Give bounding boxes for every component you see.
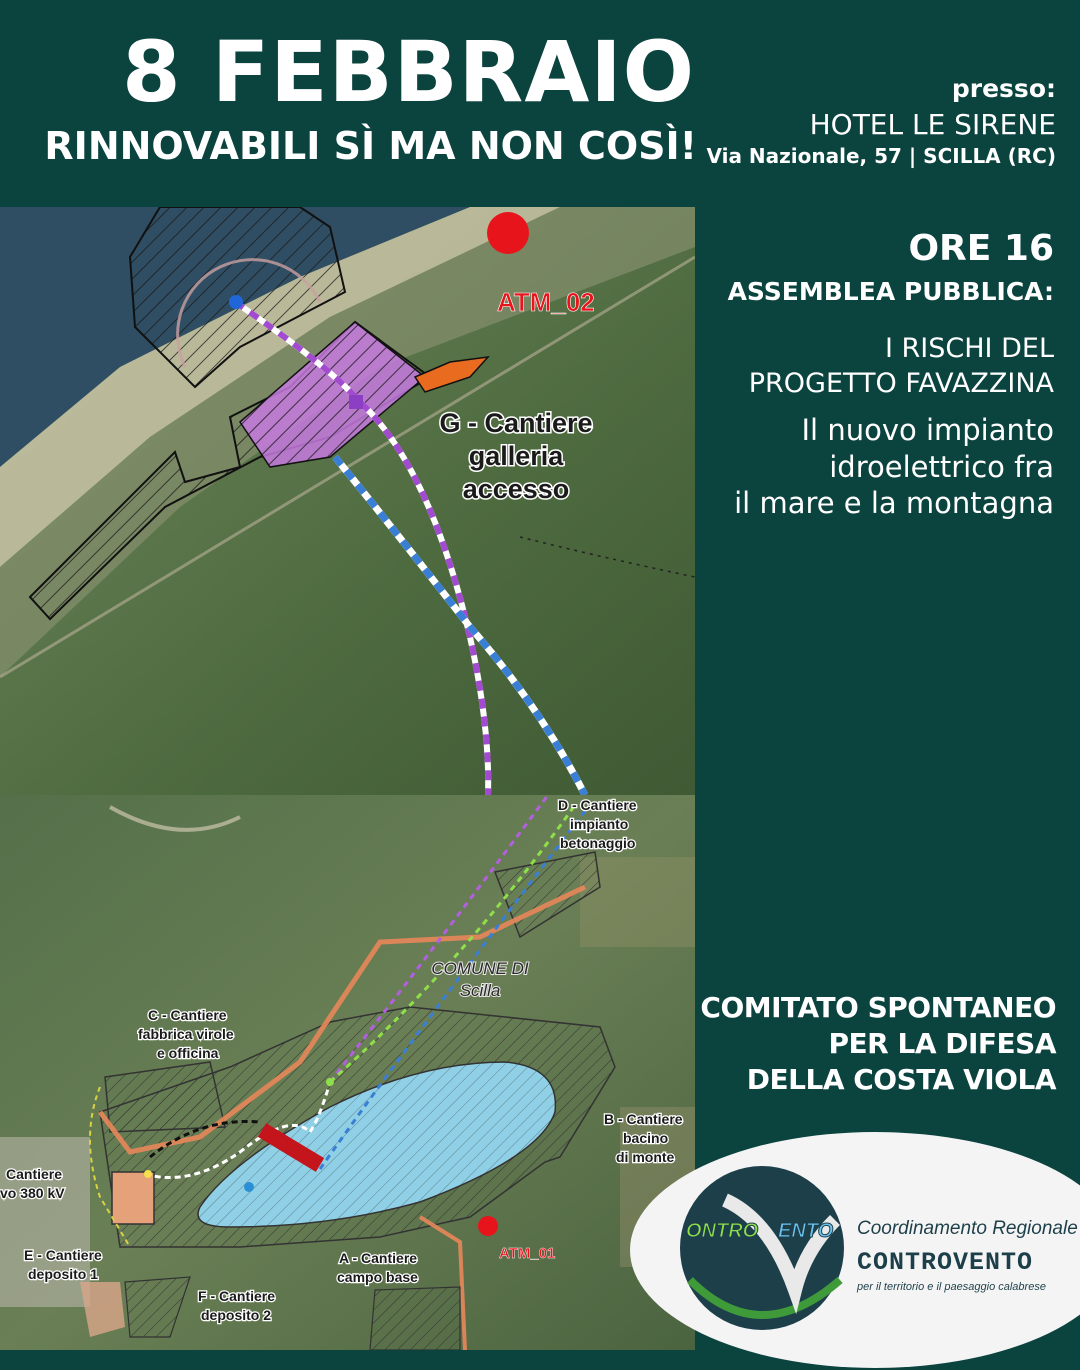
topic-plant-line2: idroelettrico fra [829,449,1054,484]
topic-risks-line1: I RISCHI DEL [884,333,1054,364]
slogan: RINNOVABILI SÌ MA NON COSÌ! [44,124,697,168]
cantiere-e-line2: deposito 1 [28,1266,99,1282]
project-maps [0,207,695,1350]
cantiere-c-line1: C - Cantiere [148,1007,227,1023]
logo-mark-left: ONTRO [686,1220,759,1242]
tunnel-start-marker [229,295,243,309]
cantiere-b-line3: di monte [616,1149,675,1165]
map-top [0,207,695,795]
atm-02-label: ATM_02 [497,287,595,317]
zone-a-campo [370,1287,460,1350]
cantiere-b-line1: B - Cantiere [604,1111,683,1127]
organizer-name [696,990,1056,1097]
venue-name: HOTEL LE SIRENE [809,108,1056,141]
cantiere-a-line1: A - Cantiere [339,1250,418,1266]
cantiere-c-line3: e officina [157,1045,219,1061]
event-type: ASSEMBLEA PUBBLICA: [727,277,1054,306]
cantiere-d-line2: impianto [570,816,629,832]
cantiere-g-line1: G - Cantiere [439,408,593,438]
organizer-line1: COMITATO SPONTANEO [700,991,1056,1024]
zone-e-deposit [112,1172,154,1224]
cantiere-b-line2: bacino [623,1130,669,1146]
cantiere-d-line3: betonaggio [560,835,636,851]
logo-mark-right: ENTO [778,1220,834,1242]
atm-02-marker [487,212,529,254]
event-time: ORE 16 [908,228,1054,269]
cantiere-cavo-line1: Cantiere [6,1166,63,1182]
comune-line1: COMUNE DI [431,959,529,978]
logo-coordinamento: Coordinamento Regionale [857,1218,1078,1239]
cantiere-g-line3: accesso [462,474,570,504]
cantiere-cavo-line2: vo 380 kV [0,1185,65,1201]
cantiere-d-line1: D - Cantiere [558,797,637,813]
topic-plant-line1: Il nuovo impianto [801,413,1054,447]
venue-prefix: presso: [951,74,1056,103]
topic-risks-line2: PROGETTO FAVAZZINA [748,367,1054,399]
comune-line2: Scilla [459,981,501,1000]
topic-risks [694,332,1054,401]
event-date: 8 FEBBRAIO [122,23,695,121]
organizer-line3: DELLA COSTA VIOLA [746,1062,1056,1096]
topic-plant [694,412,1054,522]
venue-address: Via Nazionale, 57 | SCILLA (RC) [706,144,1056,168]
topic-plant-line3: il mare e la montagna [734,486,1054,521]
cantiere-e-line1: E - Cantiere [24,1247,102,1263]
atm-01-label: ATM_01 [499,1245,556,1262]
logo-tagline: per il territorio e il paesaggio calabrese [857,1281,1046,1293]
cantiere-f-line1: F - Cantiere [198,1288,276,1304]
atm-01-marker [478,1216,498,1236]
cantiere-g-line2: galleria [468,441,564,471]
cantiere-f-line2: deposito 2 [201,1307,272,1323]
cantiere-a-line2: campo base [337,1269,418,1285]
logo-name: CONTROVENTO [857,1248,1034,1277]
cantiere-c-line2: fabbrica virole [138,1026,234,1042]
organizer-line2: PER LA DIFESA [828,1026,1056,1060]
tunnel-marker [349,395,363,409]
map-bottom [0,795,695,1350]
